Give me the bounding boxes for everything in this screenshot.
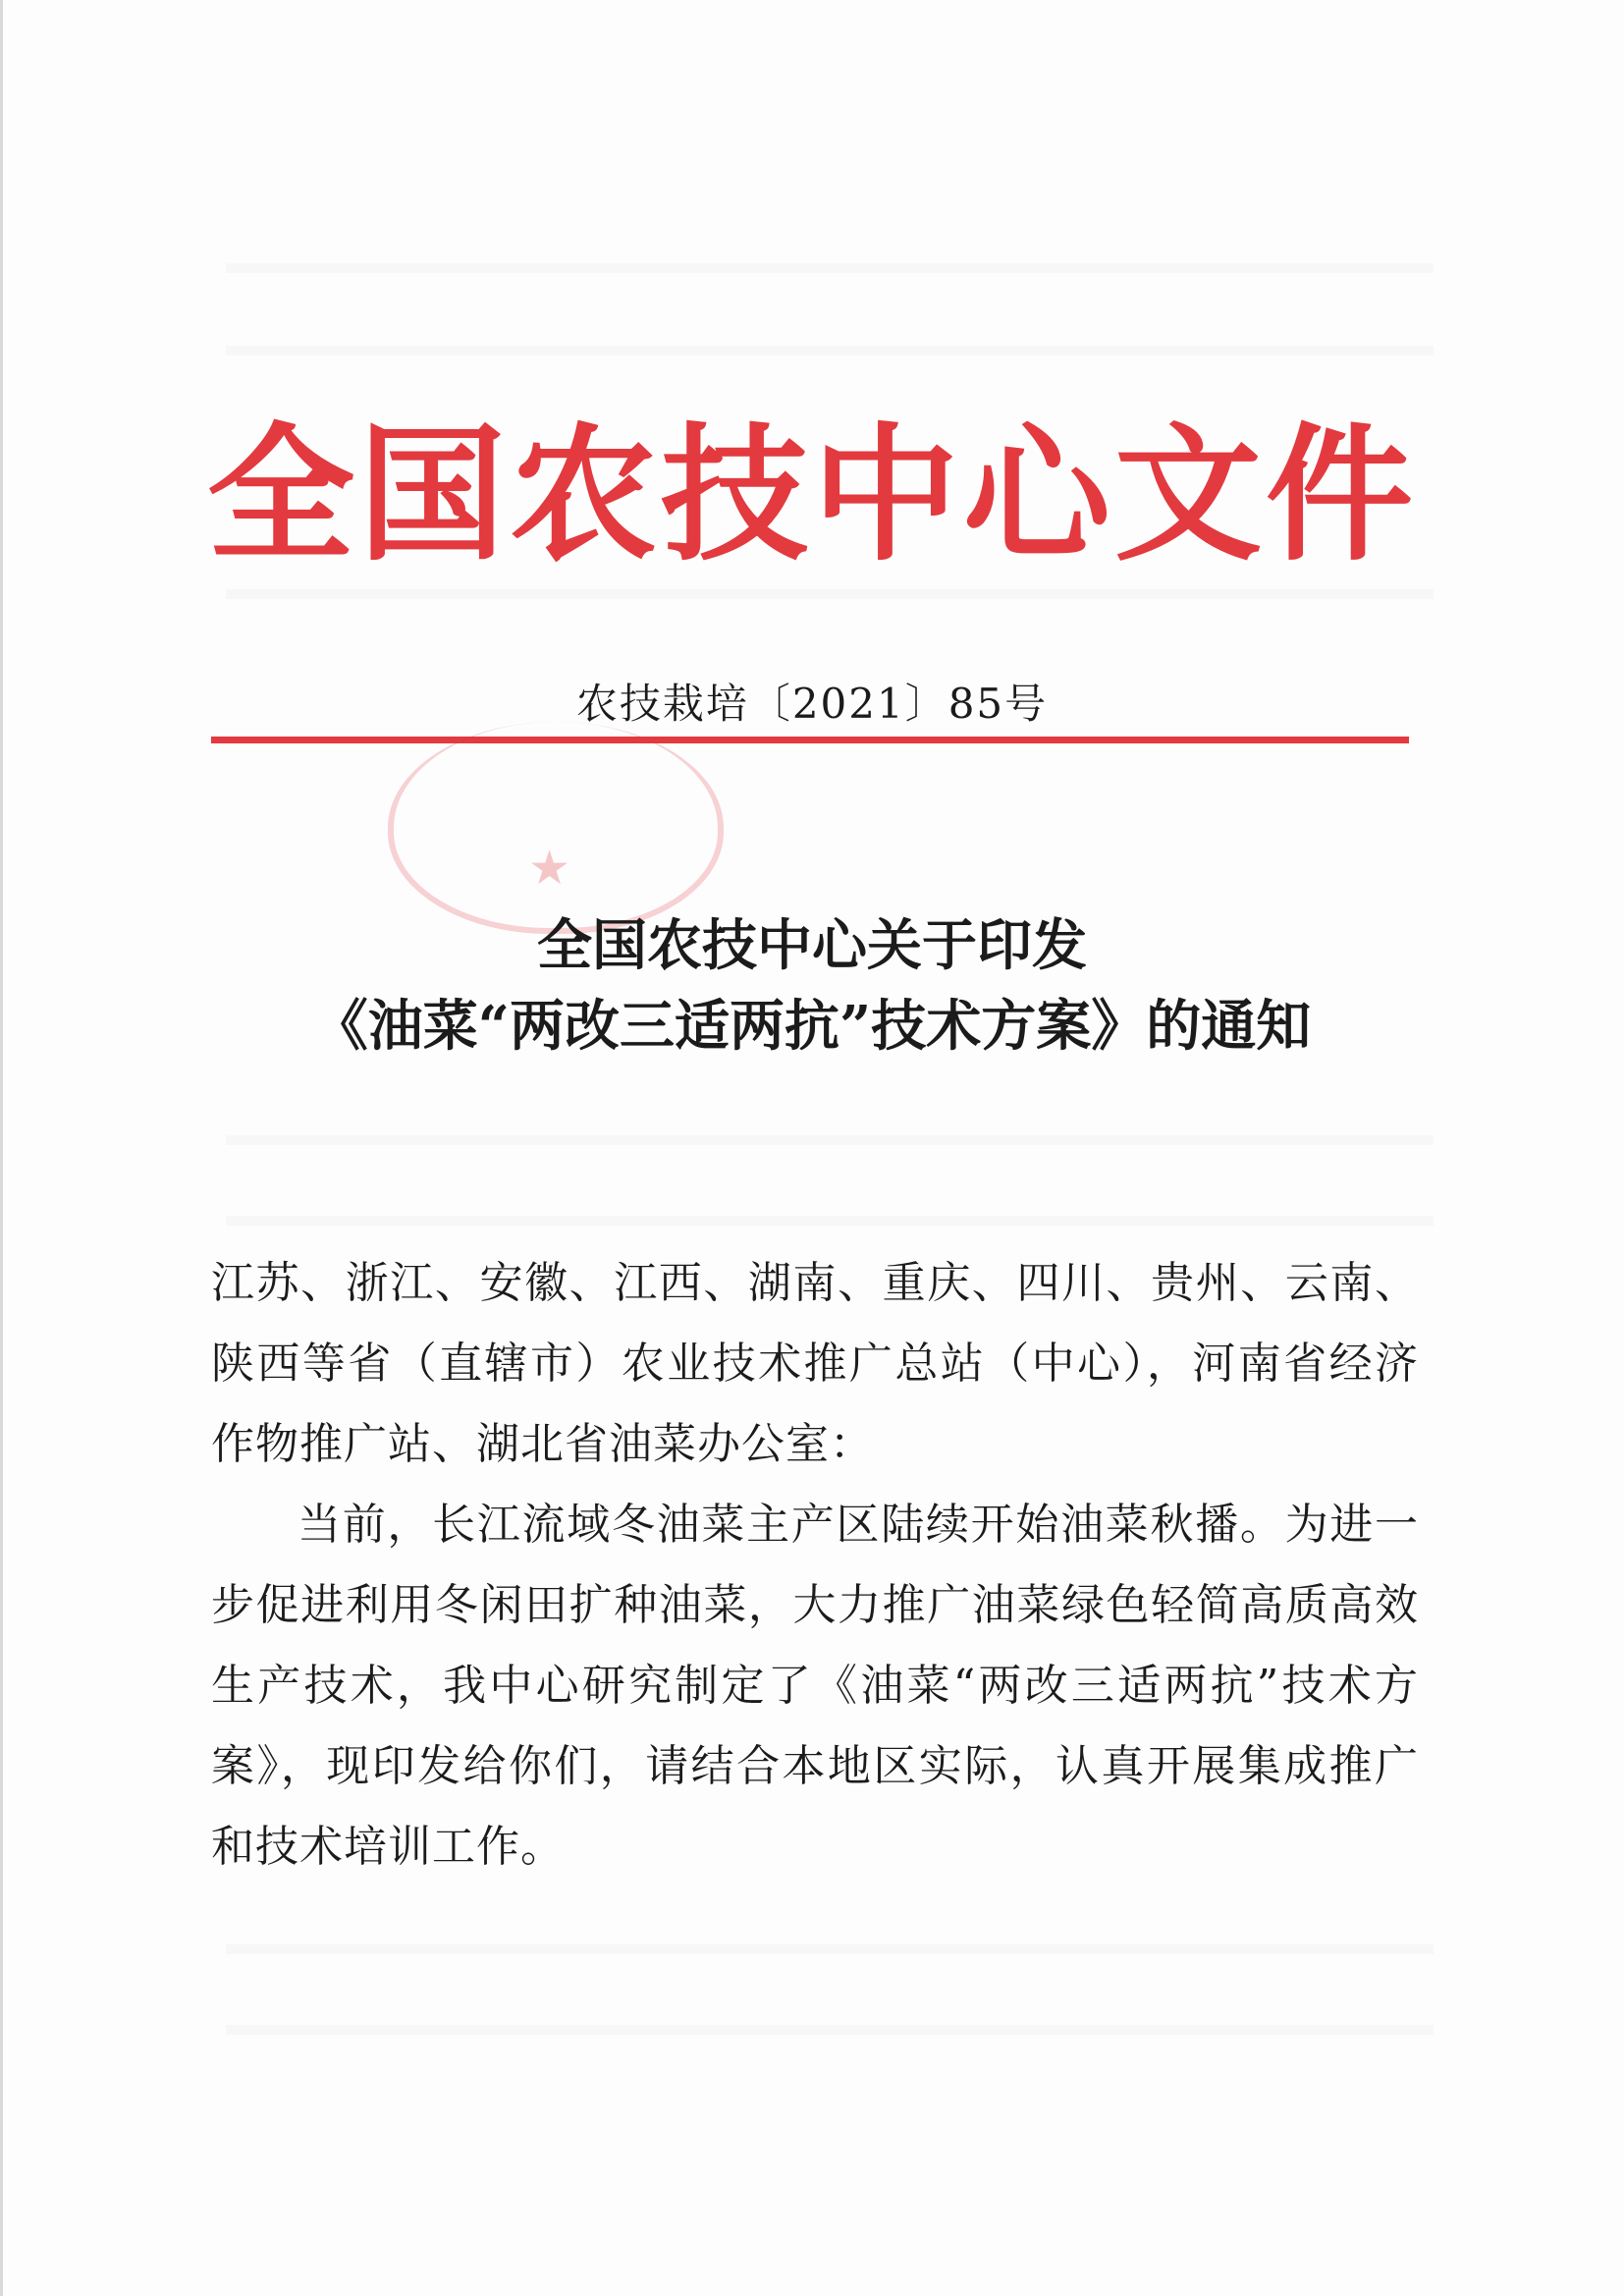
notice-body	[211, 1243, 1419, 1887]
document-number: 农技栽培〔2021〕85号	[575, 680, 1049, 728]
scan-edge	[0, 0, 3, 2296]
bleed-through-line	[226, 1944, 1434, 1954]
bleed-through-line	[226, 1216, 1434, 1226]
bleed-through-line	[226, 589, 1434, 599]
red-divider-rule	[211, 737, 1409, 743]
seal-star-icon: ★	[528, 841, 571, 896]
document-masthead: 全国农技中心文件	[206, 410, 1417, 581]
official-seal-icon	[388, 722, 724, 934]
bleed-through-line	[226, 263, 1434, 273]
bleed-through-line	[226, 1135, 1434, 1145]
notice-title-line-2: 《油菜“两改三适两抗”技术方案》的通知	[312, 994, 1312, 1059]
bleed-through-line	[226, 2025, 1434, 2035]
body-paragraph: 当前，长江流域冬油菜主产区陆续开始油菜秋播。为进一步促进利用冬闲田扩种油菜，大力推广油菜绿色轻简高质高效生产技术，我中心研究制定了《油菜“两改三适两抗”技术方案》，现印发给你们，请结合本地区实际，认真开展集成推广和技术培训工作。	[211, 1500, 1419, 1872]
notice-title-line-1: 全国农技中心关于印发	[537, 913, 1087, 978]
salutation: 江苏、浙江、安徽、江西、湖南、重庆、四川、贵州、云南、陕西等省（直辖市）农业技术推广总站（中心），河南省经济作物推广站、湖北省油菜办公室：	[211, 1258, 1419, 1469]
bleed-through-line	[226, 346, 1434, 355]
